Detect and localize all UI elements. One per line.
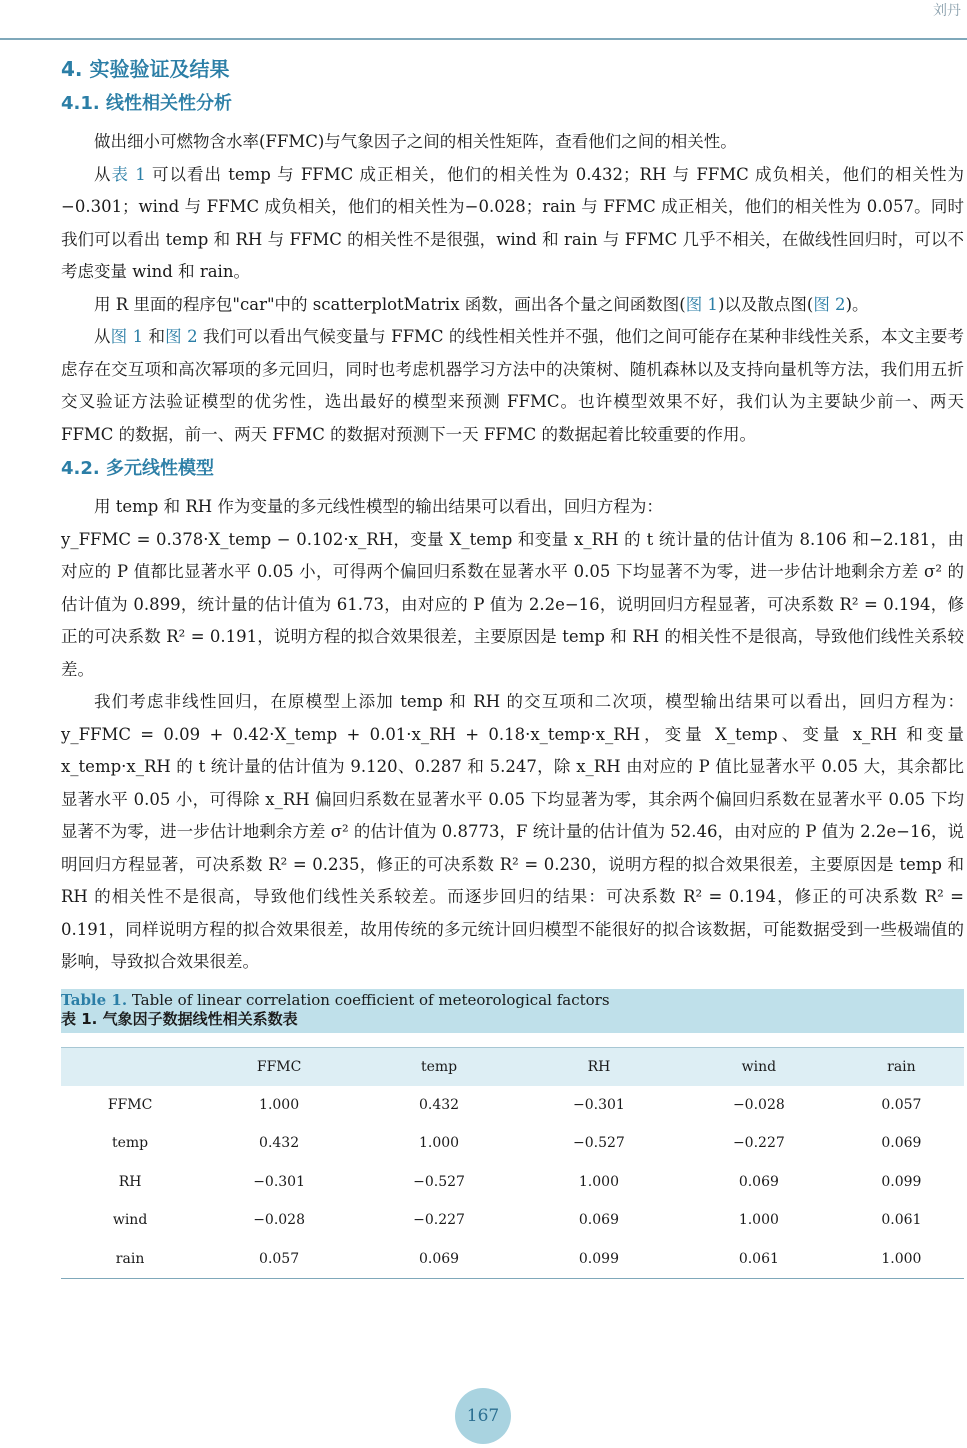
table-cell: 1.000 <box>738 1212 779 1229</box>
figure-1-link[interactable]: 图 1 <box>685 294 718 314</box>
table-row <box>61 1086 964 1125</box>
section-heading-4-2: 4.2. 多元线性模型 <box>61 458 214 479</box>
paragraph-4-post: 我们可以看出气候变量与 FFMC 的线性相关性并不强，他们之间可能存在某种非线性关系，本文主要考虑存在交互项和高次幂项的多元回归，同时也考虑机器学习方法中的决策树、随机森林以及支持向量机等方法，我们用五折交叉验证方法验证模型的优劣性，选出最好的模型来预测 FFMC。也许模型效果不好，我们认为主要缺少前一、两天 FFMC 的数据，前一、两天 FFMC 的数据对预测下一天 FFMC 的数据起着比较重要的作用。 <box>61 327 964 444</box>
table-cell: −0.527 <box>413 1173 465 1190</box>
figure-2-link-2[interactable]: 图 2 <box>165 327 198 346</box>
table-caption-chinese: 表 1. 气象因子数据线性相关系数表 <box>61 1009 298 1028</box>
table-cell: 0.069 <box>738 1173 779 1190</box>
table-header-cell: RH <box>519 1047 679 1086</box>
page-number-badge: 167 <box>455 1388 511 1444</box>
paragraph-3-mid: )以及散点图( <box>717 294 814 314</box>
paragraph-3-pre: 用 R 里面的程序包"car"中的 scatterplotMatrix 函数，画出各个量之间函数图( <box>94 294 686 314</box>
table-header-cell: rain <box>839 1047 964 1086</box>
running-header-author: 刘丹 <box>933 3 961 19</box>
table-header-row <box>61 1047 964 1086</box>
page-content <box>61 54 964 1279</box>
table-cell: 0.069 <box>359 1240 519 1279</box>
table-cell: 0.099 <box>881 1173 922 1190</box>
paragraph-1: 做出细小可燃物含水率(FFMC)与气象因子之间的相关性矩阵，查看他们之间的相关性。 <box>94 132 737 151</box>
table-cell: 0.057 <box>199 1240 359 1279</box>
table-header-cell: wind <box>679 1047 839 1086</box>
paragraph-2-pre: 从 <box>94 164 112 184</box>
table-cell: FFMC <box>107 1096 153 1113</box>
paragraph-4-mid: 和 <box>143 327 166 346</box>
table-cell: 0.061 <box>679 1240 839 1279</box>
paragraph-7: 我们考虑非线性回归，在原模型上添加 temp 和 RH 的交互项和二次项，模型输出结果可以看出，回归方程为：y_FFMC = 0.09 + 0.42·X_temp + 0.01·x_RH + 0.18·x_temp·x_RH，变量 X_temp、变量 x_RH 和变量 x_temp·x_RH 的 t 统计量的估计值为 9.120、0.287 和 5.247，除 x_RH 由对应的 P 值比显著水平 0.05 大，其余都比显著水平 0.05 小，可得除 x_RH 偏回归系数在显著水平 0.05 下均显著为零，其余两个偏回归系数在显著水平 0.05 下均显著不为零，进一步估计地剩余方差 σ² 的估计值为 0.8773，F 统计量的估计值为 52.46，由对应的 P 值为 2.2e−16，说明回归方程显著，可决系数 R² = 0.235，修正的可决系数 R² = 0.230，说明方程的拟合效果很差，主要原因是 temp 和 RH 的相关性不是很高，导致他们线性关系较差。而逐步回归的结果：可决系数 R² = 0.194，修正的可决系数 R² = 0.191，同样说明方程的拟合效果很差，故用传统的多元统计回归模型不能很好的拟合该数据，可能数据受到一些极端值的影响，导致拟合效果很差。 <box>61 692 964 971</box>
table-cell: −0.227 <box>732 1135 785 1152</box>
figure-1-link-2[interactable]: 图 1 <box>110 327 144 346</box>
table-cell: −0.301 <box>573 1096 625 1113</box>
paragraph-2-post: 可以看出 temp 与 FFMC 成正相关，他们的相关性为 0.432；RH 与 FFMC 成负相关，他们的相关性为−0.301；wind 与 FFMC 成负相关，他们的相关性为−0.028；rain 与 FFMC 成正相关，他们的相关性为 0.057。同时我们可以看出 temp 和 RH 与 FFMC 的相关性不是很强，wind 和 rain 与 FFMC 几乎不相关，在做线性回归时，可以不考虑变量 wind 和 rain。 <box>61 164 964 281</box>
figure-2-link[interactable]: 图 2 <box>813 294 846 314</box>
table-header-cell <box>61 1047 199 1086</box>
table-cell: 1.000 <box>839 1240 964 1279</box>
table-cell: 0.057 <box>881 1096 922 1113</box>
table-cell: temp <box>111 1135 149 1152</box>
table-row <box>61 1163 964 1202</box>
table-cell: −0.301 <box>253 1173 305 1190</box>
table-cell: 0.432 <box>418 1096 460 1113</box>
paragraph-2 <box>61 159 964 289</box>
table-cell: RH <box>118 1173 142 1190</box>
paragraph-6: y_FFMC = 0.378·X_temp − 0.102·x_RH，变量 X_temp 和变量 x_RH 的 t 统计量的估计值为 8.106 和−2.181，由对应的 P 值都比显著水平 0.05 小，可得两个偏回归系数在显著水平 0.05 下均显著不为零，进一步估计地剩余方差 σ² 的估计值为 0.899，统计量的估计值为 61.73，由对应的 P 值为 2.2e−16，说明回归方程显著，可决系数 R² = 0.194，修正的可决系数 R² = 0.191，说明方程的拟合效果很差，主要原因是 temp 和 RH 的相关性不是很高，导致他们线性关系较差。 <box>61 529 964 679</box>
table-row <box>61 1201 964 1240</box>
table-cell: 0.061 <box>881 1212 922 1229</box>
table-header-cell: temp <box>359 1047 519 1086</box>
correlation-table <box>61 1047 964 1280</box>
table-cell: wind <box>112 1212 148 1229</box>
table-caption-label: Table 1. <box>61 990 128 1009</box>
header-rule <box>0 38 967 40</box>
table-cell: 0.099 <box>519 1240 679 1279</box>
table-cell: 0.069 <box>881 1135 922 1152</box>
paragraph-3-post: )。 <box>845 294 869 314</box>
section-heading-4-1: 4.1. 线性相关性分析 <box>61 93 232 114</box>
table-cell: −0.028 <box>253 1212 305 1229</box>
section-heading-4: 4. 实验验证及结果 <box>61 57 230 81</box>
paragraph-4 <box>61 321 964 451</box>
table-cell: 0.432 <box>259 1135 300 1152</box>
table-caption-english: Table of linear correlation coefficient of meteorological factors <box>127 990 610 1009</box>
table-cell: −0.527 <box>573 1135 625 1152</box>
paragraph-5: 用 temp 和 RH 作为变量的多元线性模型的输出结果可以看出，回归方程为： <box>94 497 663 516</box>
table-cell: −0.028 <box>732 1096 785 1113</box>
table-cell: 1.000 <box>418 1135 460 1152</box>
table-cell: 1.000 <box>259 1096 300 1113</box>
table-row <box>61 1124 964 1163</box>
table-1-caption <box>61 989 964 1033</box>
table-cell: −0.227 <box>413 1212 465 1229</box>
table-cell: 1.000 <box>578 1173 619 1190</box>
paragraph-4-pre: 从 <box>94 327 111 346</box>
paragraph-3 <box>61 289 964 322</box>
table-row <box>61 1240 964 1279</box>
table-header-cell: FFMC <box>199 1047 359 1086</box>
table-cell: rain <box>61 1240 199 1279</box>
table-cell: 0.069 <box>578 1212 619 1229</box>
table-1-link[interactable]: 表 1 <box>111 164 146 184</box>
